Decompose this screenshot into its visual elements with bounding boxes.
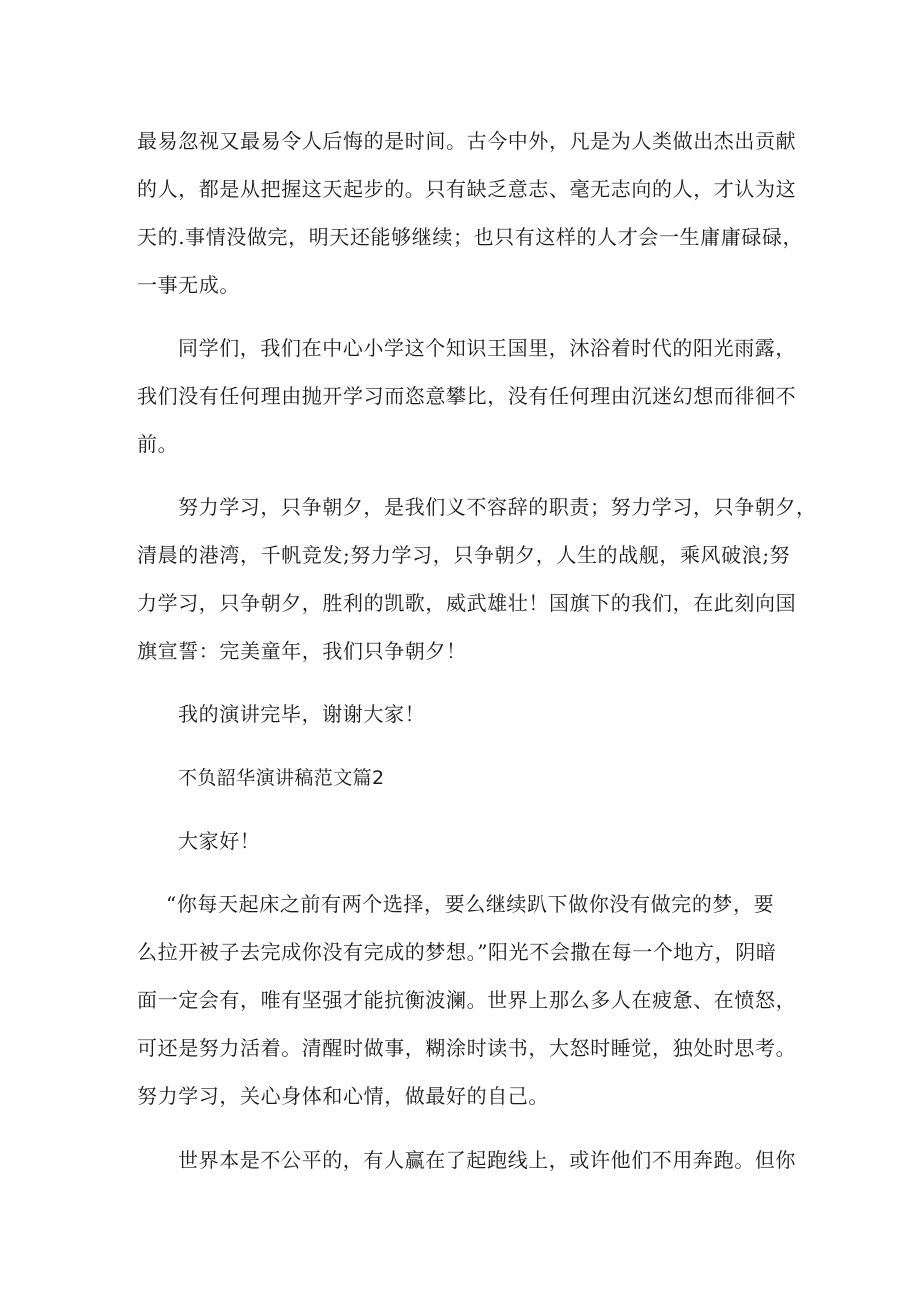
paragraph-3-line-3: 力学习，只争朝夕，胜利的凯歌，威武雄壮！国旗下的我们，在此刻向国 [137, 591, 797, 615]
section-heading: 不负韶华演讲稿范文篇2 [178, 767, 385, 789]
paragraph-1-line-3: 天的.事情没做完，明天还能够继续；也只有这样的人才会一生庸庸碌碌， [137, 225, 804, 249]
paragraph-3-line-2: 清晨的港湾，千帆竞发;努力学习，只争朝夕，人生的战舰，乘风破浪;努 [137, 543, 791, 567]
paragraph-2-line-1: 同学们，我们在中心小学这个知识王国里，沐浴着时代的阳光雨露， [178, 336, 796, 360]
paragraph-4-line-5: 努力学习，关心身体和心情，做最好的自己。 [137, 1084, 549, 1108]
paragraph-2-line-3: 前。 [137, 432, 179, 456]
paragraph-5-line-1: 世界本是不公平的，有人赢在了起跑线上，或许他们不用奔跑。但你 [178, 1148, 796, 1172]
paragraph-4-line-1: “你每天起床之前有两个选择，要么继续趴下做你没有做完的梦，要 [166, 892, 775, 916]
paragraph-2-line-2: 我们没有任何理由抛开学习而恣意攀比，没有任何理由沉迷幻想而徘徊不 [137, 384, 797, 408]
paragraph-4-line-2: 么拉开被子去完成你没有完成的梦想。”阳光不会撒在每一个地方，阴暗 [137, 940, 777, 964]
closing-line: 我的演讲完毕，谢谢大家！ [178, 702, 426, 726]
paragraph-4-line-3: 面一定会有，唯有坚强才能抗衡波澜。世界上那么多人在疲惫、在愤怒， [137, 988, 797, 1012]
paragraph-3-line-1: 努力学习，只争朝夕，是我们义不容辞的职责；努力学习，只争朝夕， [178, 495, 817, 519]
paragraph-3-line-4: 旗宣誓：完美童年，我们只争朝夕！ [137, 639, 467, 663]
paragraph-1-line-1: 最易忽视又最易令人后悔的是时间。古今中外，凡是为人类做出杰出贡献 [137, 129, 797, 153]
paragraph-1-line-4: 一事无成。 [137, 273, 240, 297]
paragraph-4-line-4: 可还是努力活着。清醒时做事，糊涂时读书，大怒时睡觉，独处时思考。 [137, 1036, 797, 1060]
greeting-line: 大家好！ [178, 829, 261, 853]
paragraph-1-line-2: 的人，都是从把握这天起步的。只有缺乏意志、毫无志向的人，才认为这 [137, 177, 797, 201]
